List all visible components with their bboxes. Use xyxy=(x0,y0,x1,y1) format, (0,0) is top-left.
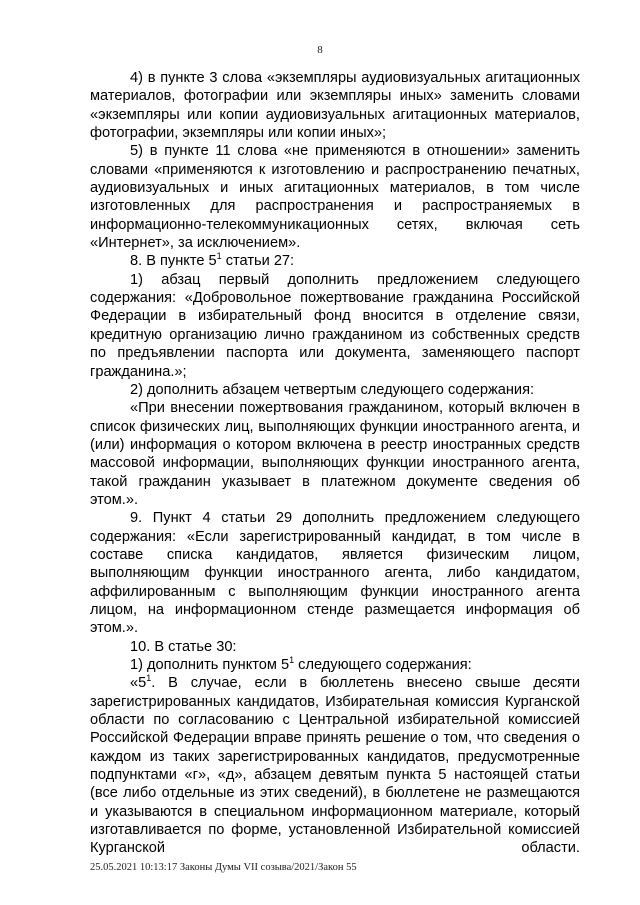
paragraph-donation-quote: «При внесении пожертвования гражданином, который включен в список физических лиц, выполняющих функции иностранного агента, и (или) информация о котором включена в реестр иностранных средств массовой информации, выполняющих функции иностранного агента, такой гражданин указывает в платежном документе сведения об этом.». xyxy=(90,400,580,508)
paragraph-ballot-quote: «$5^1$. В случае, если в бюллетень внесено свыше десяти зарегистрированных кандидатов, Избирательная комиссия Курганской области по согласованию с Центральной избирательной комиссией Российской Федерации вправе принять решение о том, что сведения о каждом из таких зарегистрированных кандидатов, предусмотренные подпунктами «г», «д», абзацем девятым пункта 5 настоящей статьи (все либо отдельные из этих сведений), в бюллетене не размещаются и указываются в специальном информационном материале, который изготавливается по форме, установленной Избирательной комиссией Курганской области. xyxy=(90,673,580,857)
paragraph-item-4: 4) в пункте 3 слова «экземпляры аудиовизуальных агитационных материалов, фотографии или экземпляры иных» заменить словами «экземпляры или копии аудиовизуальных агитационных материалов, фотографии, экземпляры или копии иных»; xyxy=(90,70,580,142)
paragraph-article-27-item-2: 2) дополнить абзацем четвертым следующего содержания: xyxy=(130,381,535,398)
paragraph-article-29: 9. Пункт 4 статьи 29 дополнить предложением следующего содержания: «Если зарегистрированный кандидат, в том числе в составе списка кандидатов, является физическим лицом, выполняющим функции иностранного агента, либо кандидатом, аффилированным с выполняющим функции иностранного агента лицом, на информационном стенде размещается информация об этом.». xyxy=(90,510,580,637)
paragraph-article-27: 8. В пункте $5^1$ статьи 27: xyxy=(130,251,295,270)
paragraph-article-30-item-1: 1) дополнить пунктом $5^1$ следующего содержания: xyxy=(130,655,472,673)
paragraph-article-30: 10. В статье 30: xyxy=(130,638,237,655)
document-body xyxy=(90,69,580,858)
page-number: 8 xyxy=(317,44,323,56)
paragraph-article-27-item-1: 1) абзац первый дополнить предложением следующего содержания: «Добровольное пожертвование гражданина Российской Федерации в избирательный фонд вносится в отделение связи, кредитную организацию лично гражданином из собственных средств по предъявлении паспорта или документа, заменяющего паспорт гражданина.»; xyxy=(90,271,580,380)
superscript-one: 1 xyxy=(216,251,222,262)
footer-stamp: 25.05.2021 10:13:17 Законы Думы VII созыва/2021/Закон 55 xyxy=(90,862,357,873)
paragraph-item-5: 5) в пункте 11 слова «не применяются в отношении» заменить словами «применяются к изготовлению и распространению печатных, аудиовизуальных и иных агитационных материалов, в том числе изготовленных для распространения и распространяемых в информационно-телекоммуникационных сетях, включая сеть «Интернет», за исключением». xyxy=(90,143,580,252)
superscript-one: 1 xyxy=(146,673,152,684)
superscript-one: 1 xyxy=(289,655,295,666)
